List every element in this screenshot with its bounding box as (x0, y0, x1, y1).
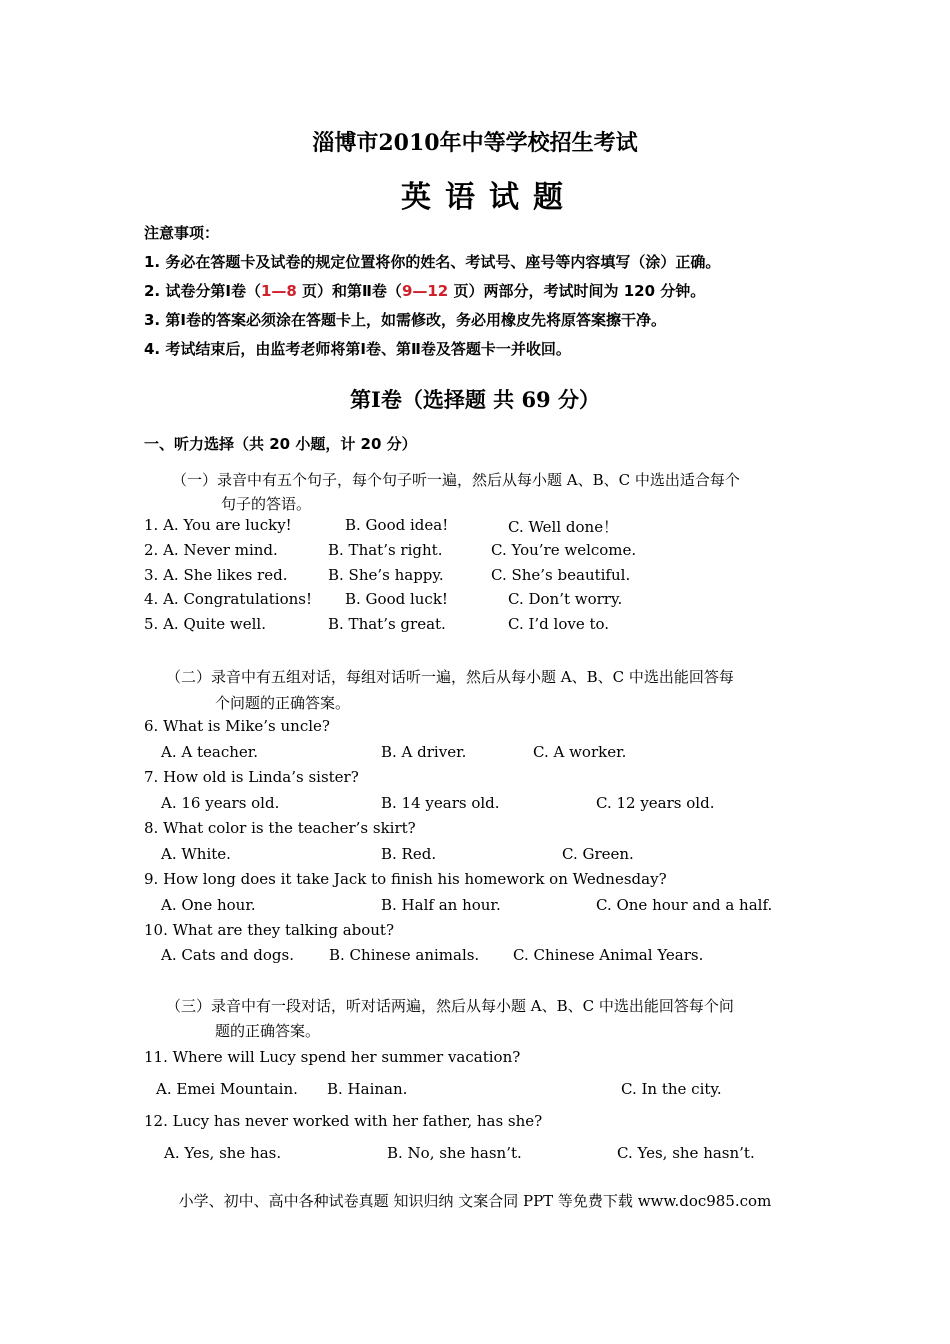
q9-option-a: A. One hour. (161, 896, 256, 914)
sub1-instruction: （一）录音中有五个句子，每个句子听一遍，然后从每小题 A、B、C 中选出适合每个 (172, 471, 740, 489)
page-range-2: 9—12 (401, 282, 449, 300)
q7-question: 7. How old is Linda’s sister? (144, 768, 359, 786)
q3-option-b: B. She’s happy. (328, 566, 444, 584)
q12-option-c: C. Yes, she hasn’t. (617, 1144, 755, 1162)
q4-option-a: 4. A. Congratulations! (144, 590, 313, 608)
q2-option-b: B. That’s right. (328, 541, 443, 559)
q8-option-b: B. Red. (381, 845, 437, 863)
q1-option-b: B. Good idea! (345, 516, 449, 534)
page-range-1: 1—8 (260, 282, 297, 300)
q12-option-b: B. No, she hasn’t. (387, 1144, 522, 1162)
q11-option-b: B. Hainan. (327, 1080, 408, 1098)
notice-item-3: 3. 第Ⅰ卷的答案必须涂在答题卡上，如需修改，务必用橡皮先将原答案擦干净。 (144, 311, 666, 329)
q9-option-b: B. Half an hour. (381, 896, 501, 914)
q2-option-c: C. You’re welcome. (491, 541, 637, 559)
notice-item-4: 4. 考试结束后，由监考老师将第Ⅰ卷、第Ⅱ卷及答题卡一并收回。 (144, 340, 571, 358)
sub2-instruction-cont: 个问题的正确答案。 (215, 694, 351, 712)
q6-question: 6. What is Mike’s uncle? (144, 717, 330, 735)
q7-option-b: B. 14 years old. (381, 794, 500, 812)
sub3-instruction: （三）录音中有一段对话，听对话两遍，然后从每小题 A、B、C 中选出能回答每个问 (166, 997, 734, 1015)
q12-option-a: A. Yes, she has. (164, 1144, 282, 1162)
q10-question: 10. What are they talking about? (144, 921, 394, 939)
footer-watermark-text: 小学、初中、高中各种试卷真题 知识归纳 文案合同 PPT 等免费下载 www.doc985.com (178, 1192, 772, 1210)
sub2-instruction: （二）录音中有五组对话，每组对话听一遍，然后从每小题 A、B、C 中选出能回答每 (166, 668, 734, 686)
q6-option-c: C. A worker. (533, 743, 627, 761)
q4-option-c: C. Don’t worry. (508, 590, 623, 608)
q12-question: 12. Lucy has never worked with her father, has she? (144, 1112, 543, 1130)
q9-option-c: C. One hour and a half. (596, 896, 773, 914)
q11-question: 11. Where will Lucy spend her summer vacation? (144, 1048, 521, 1066)
sub3-instruction-cont: 题的正确答案。 (215, 1022, 321, 1040)
q10-option-c: C. Chinese Animal Years. (513, 946, 704, 964)
section-title: 第Ⅰ卷（选择题 共 69 分） (350, 387, 600, 412)
q1-option-a: 1. A. You are lucky! (144, 516, 292, 534)
q8-option-c: C. Green. (562, 845, 634, 863)
q5-option-b: B. That’s great. (328, 615, 446, 633)
part-heading: 一、听力选择（共 20 小题，计 20 分） (144, 435, 417, 453)
q7-option-c: C. 12 years old. (596, 794, 715, 812)
q1-option-c: C. Well done！ (508, 518, 619, 536)
q11-option-c: C. In the city. (621, 1080, 722, 1098)
subject-title: 英语试题 (401, 180, 577, 215)
q6-option-a: A. A teacher. (161, 743, 259, 761)
q2-option-a: 2. A. Never mind. (144, 541, 278, 559)
q7-option-a: A. 16 years old. (161, 794, 280, 812)
q3-option-a: 3. A. She likes red. (144, 566, 288, 584)
exam-title: 淄博市2010年中等学校招生考试 (312, 130, 638, 156)
q10-option-b: B. Chinese animals. (329, 946, 480, 964)
sub1-instruction-cont: 句子的答语。 (221, 495, 312, 513)
q11-option-a: A. Emei Mountain. (156, 1080, 298, 1098)
q10-option-a: A. Cats and dogs. (161, 946, 294, 964)
q6-option-b: B. A driver. (381, 743, 467, 761)
q4-option-b: B. Good luck! (345, 590, 448, 608)
notice-item-1: 1. 务必在答题卡及试卷的规定位置将你的姓名、考试号、座号等内容填写（涂）正确。 (144, 253, 721, 271)
q9-question: 9. How long does it take Jack to finish his homework on Wednesday? (144, 870, 667, 888)
q5-option-a: 5. A. Quite well. (144, 615, 266, 633)
notice-item-2: 2. 试卷分第Ⅰ卷（1—8 页）和第Ⅱ卷（9—12 页）两部分，考试时间为 120 分钟。 (144, 282, 706, 300)
q3-option-c: C. She’s beautiful. (491, 566, 631, 584)
q5-option-c: C. I’d love to. (508, 615, 610, 633)
notice-heading: 注意事项： (144, 224, 220, 242)
q8-question: 8. What color is the teacher’s skirt? (144, 819, 416, 837)
q8-option-a: A. White. (161, 845, 231, 863)
